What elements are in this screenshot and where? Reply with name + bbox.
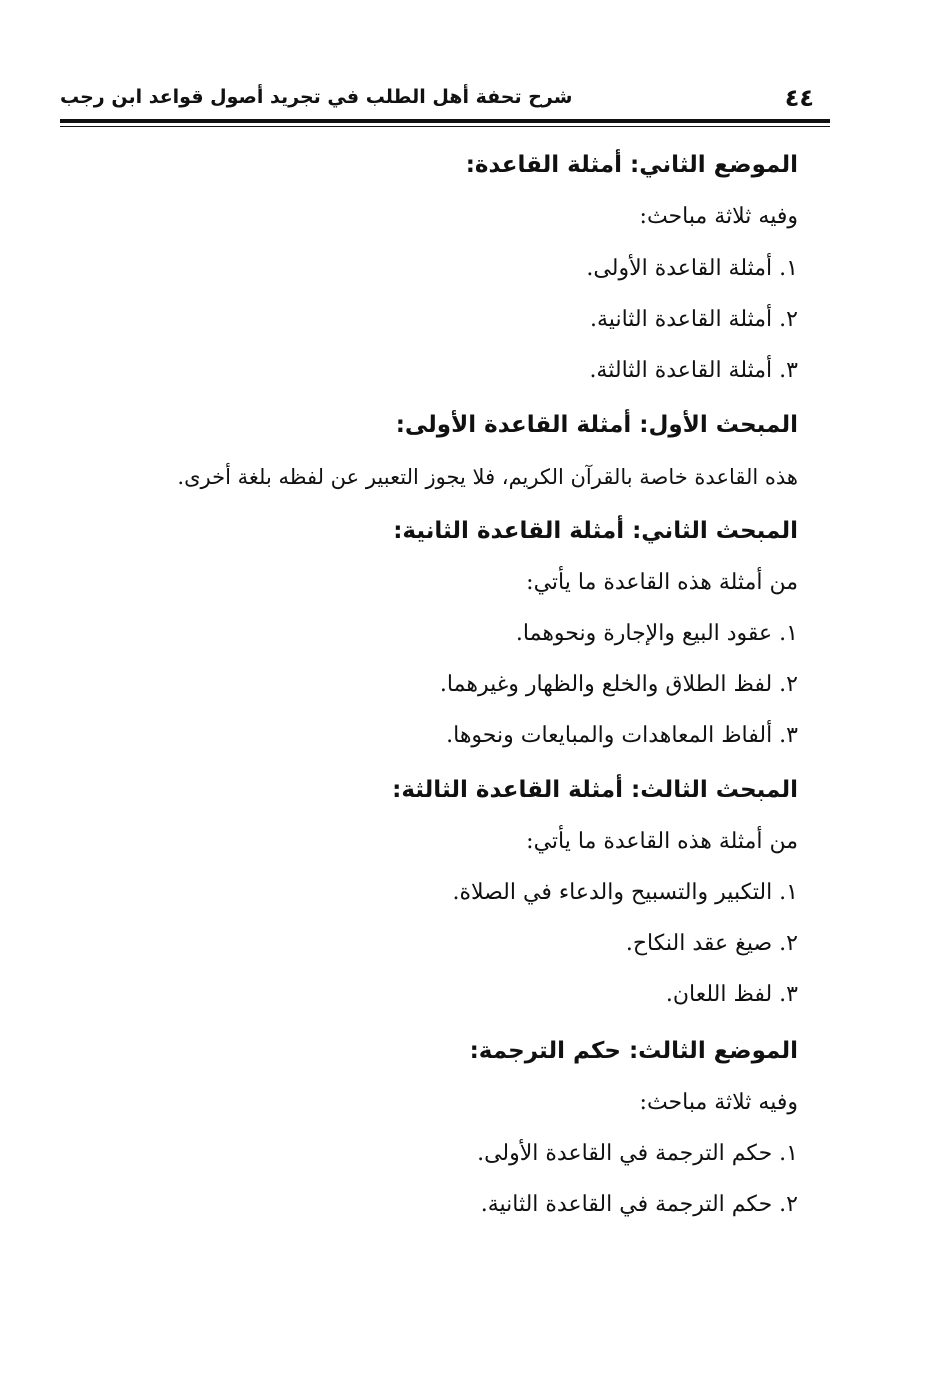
- header-rule-thick: [60, 119, 830, 123]
- list-item: ١. عقود البيع والإجارة ونحوهما.: [515, 621, 798, 646]
- list-item: ٣. أمثلة القاعدة الثالثة.: [589, 358, 798, 383]
- list-item: ١. التكبير والتسبيح والدعاء في الصلاة.: [452, 880, 798, 905]
- section-heading: المبحث الأول: أمثلة القاعدة الأولى:: [395, 412, 798, 438]
- list-item: ٢. حكم الترجمة في القاعدة الثانية.: [480, 1192, 798, 1217]
- paragraph: وفيه ثلاثة مباحث:: [639, 204, 798, 229]
- section-heading: الموضع الثاني: أمثلة القاعدة:: [465, 152, 798, 178]
- paragraph: من أمثلة هذه القاعدة ما يأتي:: [526, 570, 798, 595]
- paragraph: وفيه ثلاثة مباحث:: [639, 1090, 798, 1115]
- list-item: ٣. ألفاظ المعاهدات والمبايعات ونحوها.: [446, 723, 798, 748]
- section-heading: المبحث الثاني: أمثلة القاعدة الثانية:: [393, 518, 798, 544]
- list-item: ٢. لفظ الطلاق والخلع والظهار وغيرهما.: [439, 672, 798, 697]
- section-heading: الموضع الثالث: حكم الترجمة:: [469, 1038, 798, 1064]
- running-header: [60, 84, 814, 118]
- paragraph: من أمثلة هذه القاعدة ما يأتي:: [526, 829, 798, 854]
- list-item: ١. حكم الترجمة في القاعدة الأولى.: [477, 1141, 798, 1166]
- list-item: ٢. صيغ عقد النكاح.: [625, 931, 798, 956]
- list-item: ٢. أمثلة القاعدة الثانية.: [590, 307, 798, 332]
- running-title: شرح تحفة أهل الطلب في تجريد أصول قواعد ابن رجب: [60, 86, 573, 108]
- list-item: ١. أمثلة القاعدة الأولى.: [586, 256, 798, 281]
- list-item: ٣. لفظ اللعان.: [665, 982, 798, 1007]
- page-number: ٤٤: [784, 84, 814, 112]
- paragraph: هذه القاعدة خاصة بالقرآن الكريم، فلا يجوز التعبير عن لفظه بلغة أخرى.: [177, 465, 798, 489]
- header-rule-thin: [60, 126, 830, 127]
- section-heading: المبحث الثالث: أمثلة القاعدة الثالثة:: [392, 777, 798, 803]
